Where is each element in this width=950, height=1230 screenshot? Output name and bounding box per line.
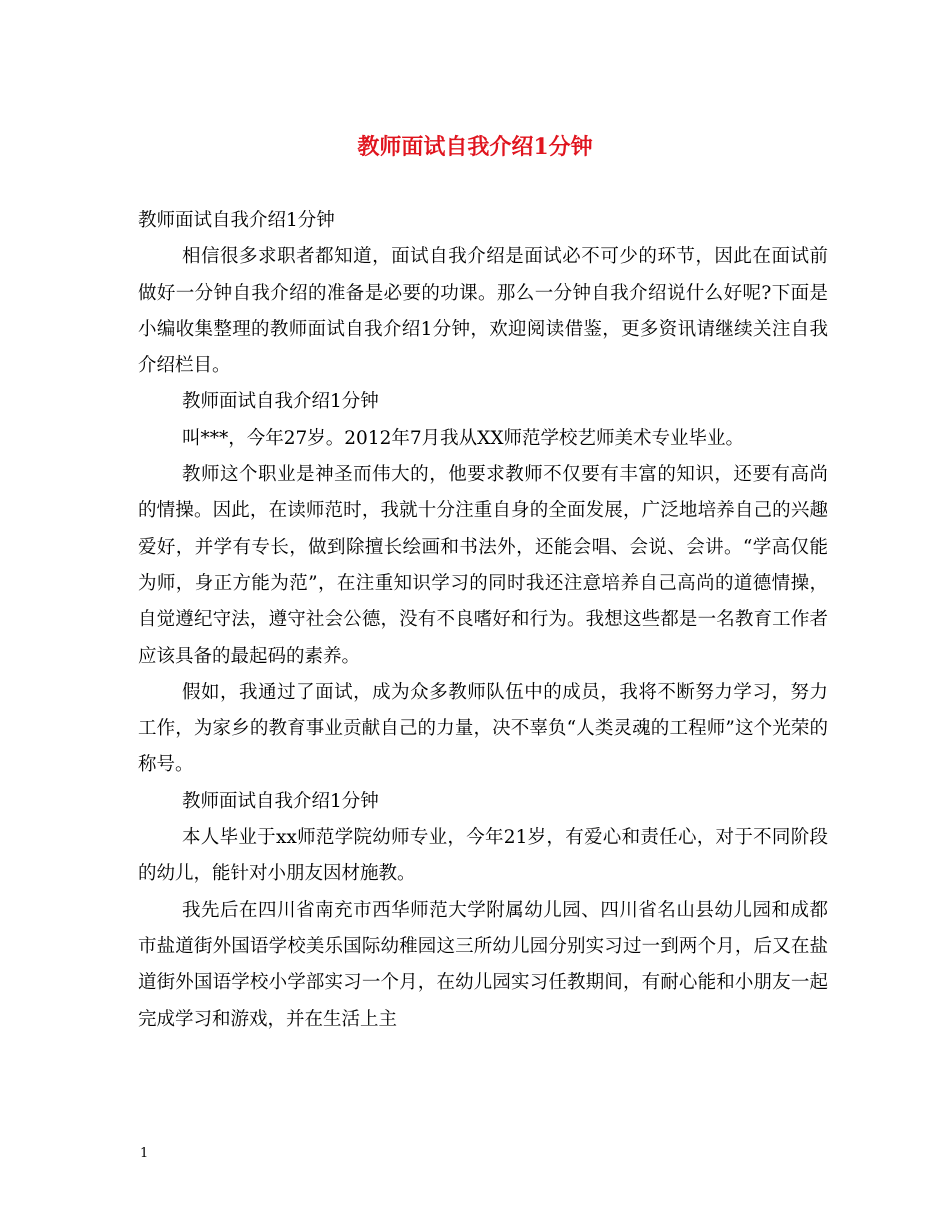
paragraph: 假如，我通过了面试，成为众多教师队伍中的成员，我将不断努力学习，努力工作，为家乡的教育事业贡献自己的力量，决不辜负“人类灵魂的工程师”这个光荣的称号。 xyxy=(138,681,828,776)
paragraph: 相信很多求职者都知道，面试自我介绍是面试必不可少的环节，因此在面试前做好一分钟自我介绍的准备是必要的功课。那么一分钟自我介绍说什么好呢?下面是小编收集整理的教师面试自我介绍1分钟，欢迎阅读借鉴，更多资讯请继续关注自我介绍栏目。 xyxy=(138,246,828,377)
paragraph: 本人毕业于xx师范学院幼师专业，今年21岁，有爱心和责任心，对于不同阶段的幼儿，能针对小朋友因材施教。 xyxy=(138,827,828,885)
paragraph: 教师面试自我介绍1分钟 xyxy=(138,210,335,231)
paragraph: 叫***，今年27岁。2012年7月我从XX师范学校艺师美术专业毕业。 xyxy=(182,427,744,449)
document-body xyxy=(138,203,828,1038)
section-heading: 教师面试自我介绍1分钟 xyxy=(182,790,379,812)
page-number: 1 xyxy=(140,1146,149,1161)
document-title: 教师面试自我介绍1分钟 xyxy=(357,134,593,160)
section-heading: 教师面试自我介绍1分钟 xyxy=(182,391,379,413)
paragraph: 我先后在四川省南充市西华师范大学附属幼儿园、四川省名山县幼儿园和成都市盐道街外国语学校美乐国际幼稚园这三所幼儿园分别实习过一到两个月，后又在盐道街外国语学校小学部实习一个月，在幼儿园实习任教期间，有耐心能和小朋友一起完成学习和游戏，并在生活上主 xyxy=(138,899,828,1030)
paragraph: 教师这个职业是神圣而伟大的，他要求教师不仅要有丰富的知识，还要有高尚的情操。因此，在读师范时，我就十分注重自身的全面发展，广泛地培养自己的兴趣爱好，并学有专长，做到除擅长绘画和书法外，还能会唱、会说、会讲。“学高仅能为师，身正方能为范”，在注重知识学习的同时我还注意培养自己高尚的道德情操，自觉遵纪守法，遵守社会公德，没有不良嗜好和行为。我想这些都是一名教育工作者应该具备的最起码的素养。 xyxy=(138,464,828,667)
